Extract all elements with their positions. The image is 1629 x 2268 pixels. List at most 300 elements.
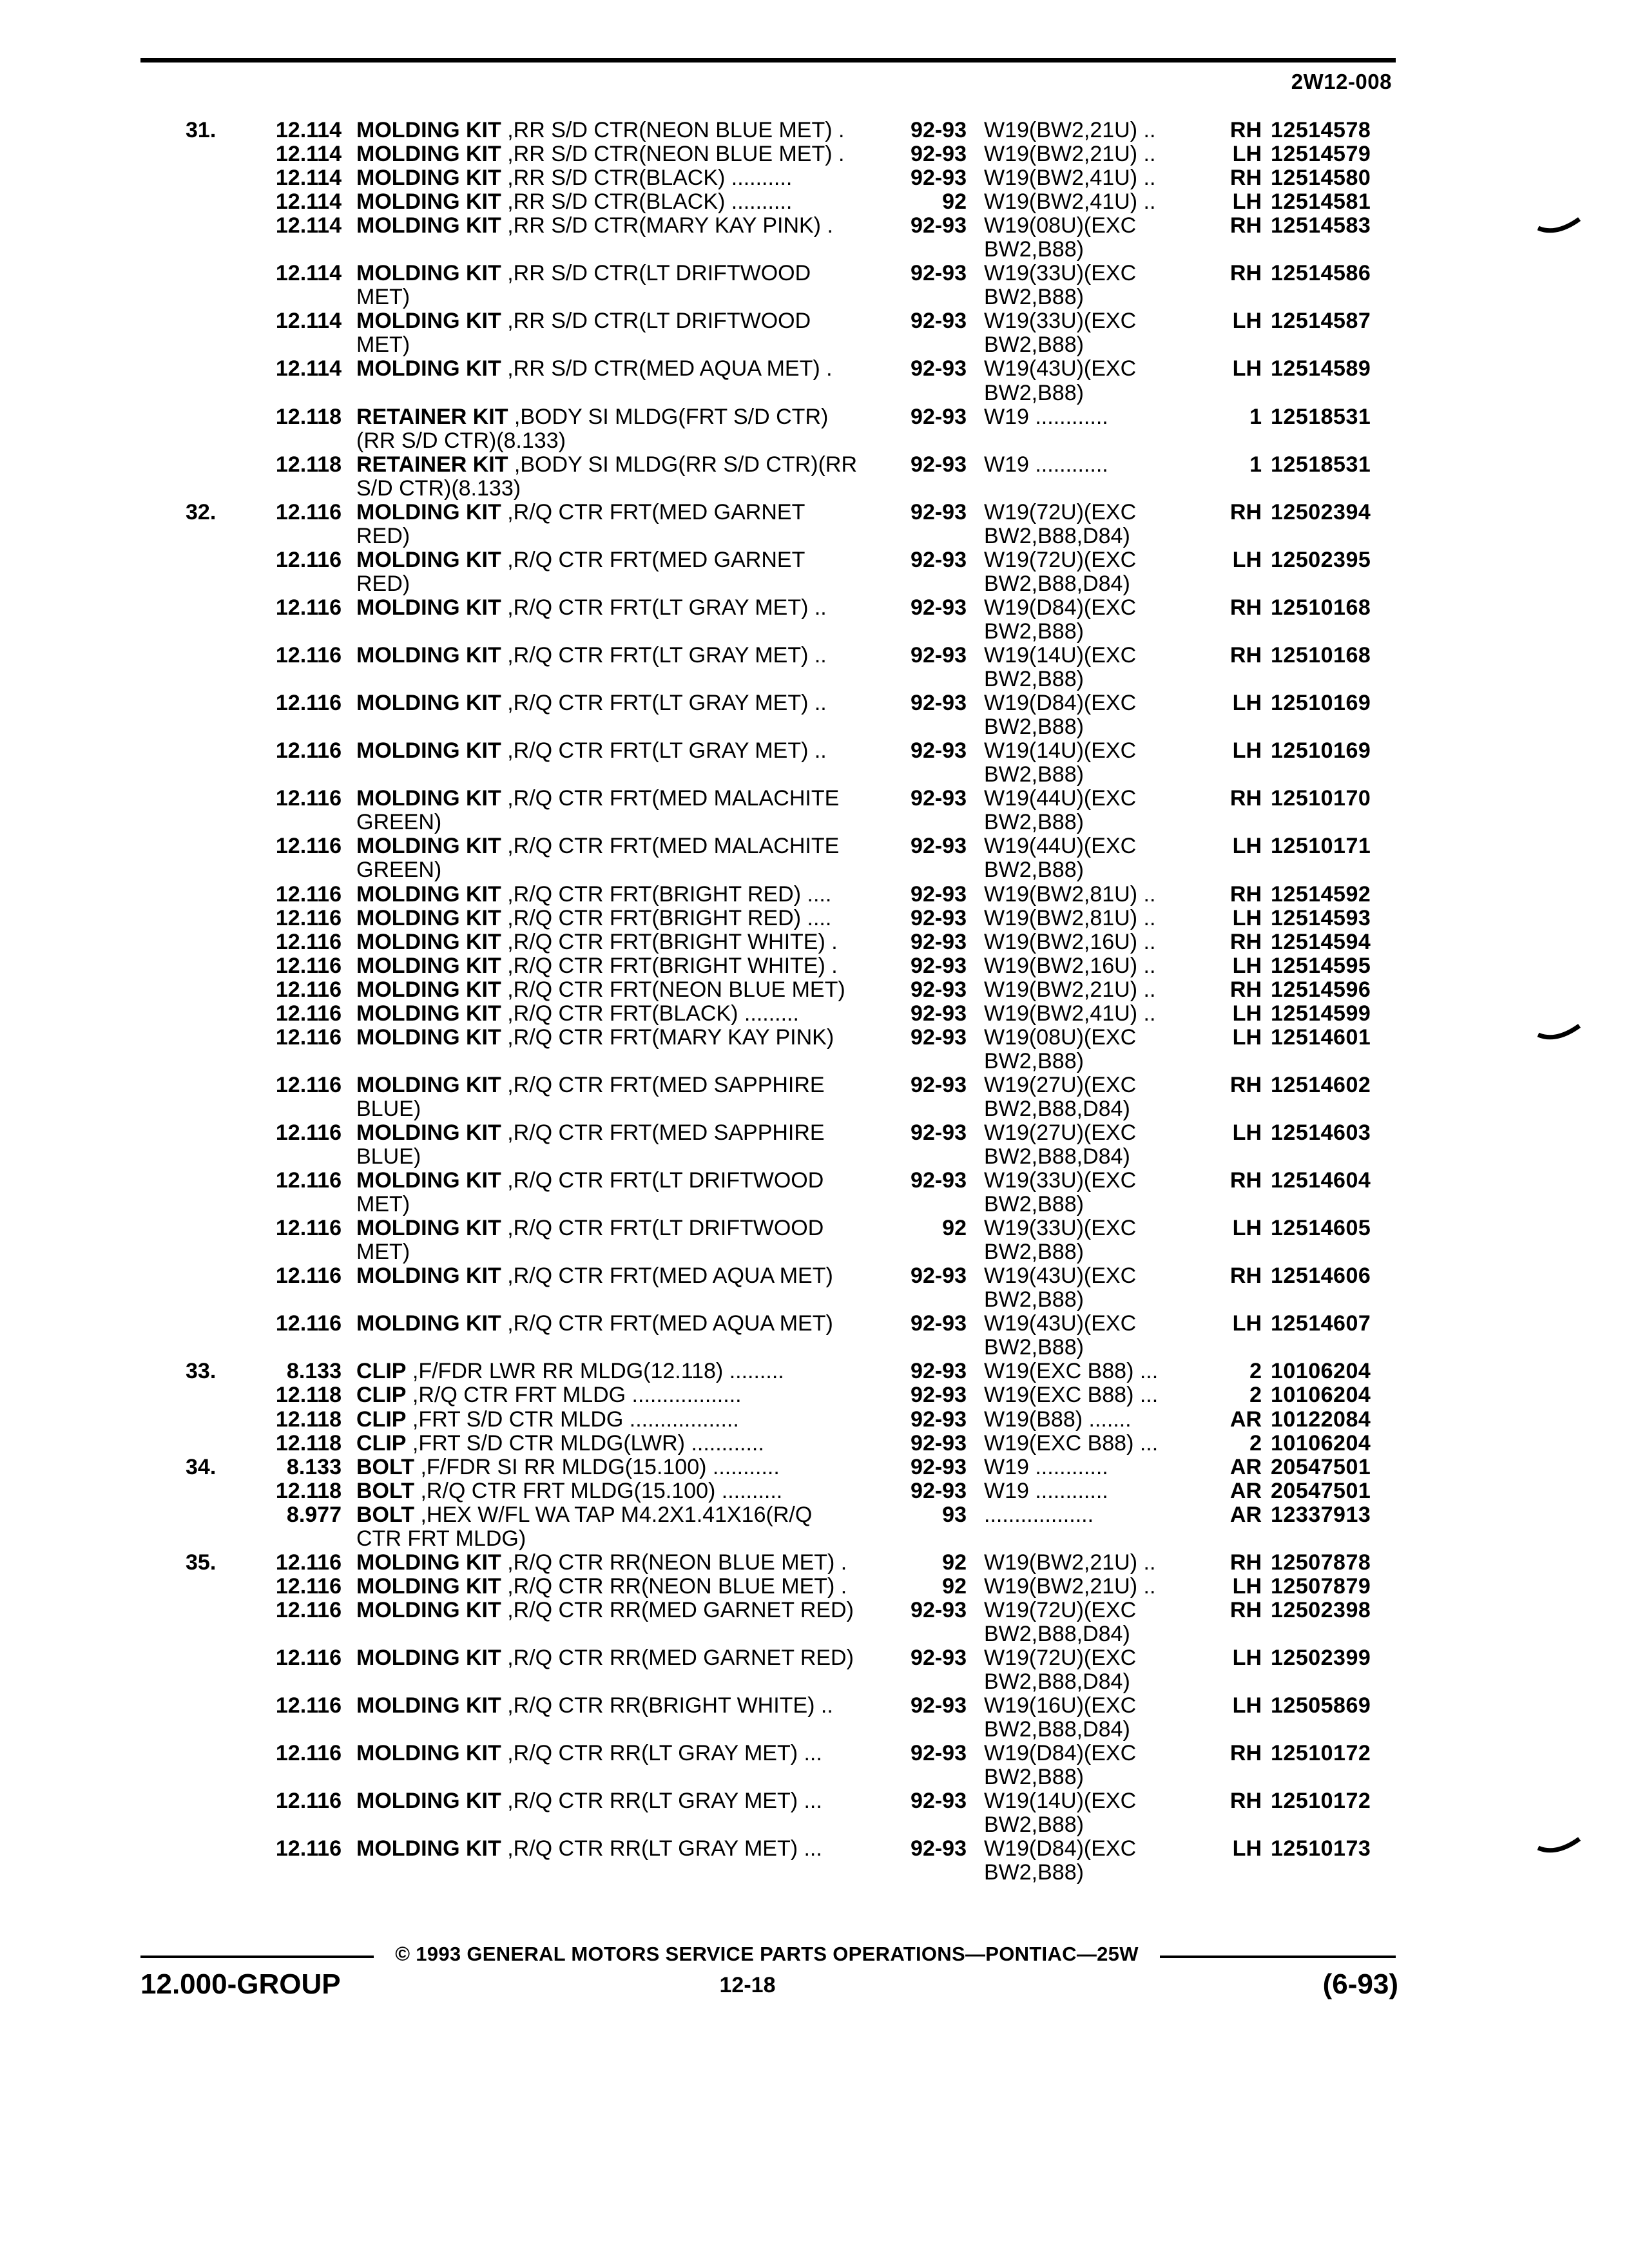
footer-page-number: 12-18 (719, 1973, 776, 1997)
application: BW2,B88) (984, 1049, 1084, 1073)
part-detail: ,R/Q CTR FRT(MED GARNET (501, 500, 805, 524)
part-detail: ,F/FDR SI RR MLDG(15.100) ........... (414, 1455, 780, 1479)
part-name: MOLDING KIT (356, 1550, 501, 1575)
model-years: 92 (942, 1573, 967, 1599)
part-name: MOLDING KIT (356, 1742, 501, 1766)
application: W19(D84)(EXC (984, 595, 1137, 620)
table-row (0, 405, 1629, 429)
ref-number: 31. (186, 118, 217, 142)
group-number: 12.116 (275, 1573, 342, 1599)
description (356, 1216, 904, 1240)
part-name: MOLDING KIT (356, 1025, 501, 1050)
part-detail: MET) (356, 1240, 410, 1265)
model-years: 92-93 (911, 166, 967, 191)
part-name: MOLDING KIT (356, 1789, 501, 1814)
part-number: 12510169 (1271, 691, 1371, 716)
application: W19(72U)(EXC (984, 500, 1137, 524)
part-detail: ,R/Q CTR FRT MLDG(15.100) .......... (414, 1479, 783, 1503)
model-years: 92-93 (911, 929, 967, 954)
part-detail: ,RR S/D CTR(MARY KAY PINK) . (501, 214, 833, 238)
group-number: 12.116 (275, 881, 342, 907)
part-name: CLIP (356, 1360, 407, 1384)
table-row (0, 524, 1629, 548)
description (356, 1383, 904, 1407)
table-row (0, 142, 1629, 166)
application: BW2,B88) (984, 763, 1084, 787)
part-name: MOLDING KIT (356, 1837, 501, 1861)
description (356, 596, 904, 620)
group-number: 12.116 (275, 953, 342, 978)
check-mark-icon (1537, 1836, 1582, 1854)
model-years: 92-93 (911, 452, 967, 477)
group-number: 12.114 (275, 166, 342, 191)
part-detail: ,R/Q CTR FRT(BRIGHT WHITE) . (501, 930, 838, 954)
application: W19(EXC B88) ... (984, 1383, 1159, 1408)
application: W19(BW2,21U) .. (984, 1574, 1156, 1599)
group-number: 12.116 (275, 929, 342, 954)
application: W19(33U)(EXC (984, 262, 1137, 286)
part-detail: ,R/Q CTR FRT(BRIGHT RED) .... (501, 882, 832, 907)
description (356, 907, 904, 930)
description (356, 644, 904, 668)
part-number: 12514589 (1271, 356, 1371, 381)
model-years: 92-93 (911, 261, 967, 286)
part-number: 12510169 (1271, 738, 1371, 764)
group-number: 12.116 (275, 738, 342, 764)
description (356, 1742, 904, 1765)
description (356, 954, 904, 978)
application: BW2,B88,D84) (984, 572, 1130, 596)
description (356, 285, 904, 309)
model-years: 92-93 (911, 1311, 967, 1336)
description (356, 1193, 904, 1216)
application: W19(EXC B88) ... (984, 1431, 1159, 1456)
description (356, 190, 904, 214)
table-row (0, 858, 1629, 882)
group-number: 12.116 (275, 499, 342, 524)
table-row (0, 883, 1629, 907)
table-row (0, 309, 1629, 333)
table-row (0, 429, 1629, 453)
application: W19(BW2,41U) .. (984, 1001, 1156, 1026)
application: W19(14U)(EXC (984, 739, 1137, 764)
model-years: 92-93 (911, 1120, 967, 1145)
part-detail: ,FRT S/D CTR MLDG(LWR) ............ (406, 1431, 764, 1456)
part-detail: ,R/Q CTR FRT(MED AQUA MET) (501, 1264, 833, 1289)
application: W19(D84)(EXC (984, 1742, 1137, 1766)
part-number: 12514580 (1271, 166, 1371, 191)
description (356, 1408, 904, 1432)
part-number: 12510168 (1271, 643, 1371, 668)
part-name: RETAINER KIT (356, 405, 508, 429)
group-number: 12.116 (275, 643, 342, 668)
table-row (0, 787, 1629, 811)
table-row (0, 190, 1629, 214)
description (356, 787, 904, 811)
description (356, 1551, 904, 1575)
table-row (0, 1002, 1629, 1026)
table-row (0, 166, 1629, 190)
application: W19(BW2,21U) .. (984, 1550, 1156, 1575)
part-number: 12507879 (1271, 1573, 1371, 1599)
part-number: 10106204 (1271, 1430, 1371, 1456)
part-number: 12514586 (1271, 261, 1371, 286)
application: W19(33U)(EXC (984, 1169, 1137, 1193)
application: W19(BW2,16U) .. (984, 930, 1156, 954)
quantity: LH (1232, 309, 1262, 334)
group-number: 12.114 (275, 309, 342, 334)
part-number: 12514587 (1271, 309, 1371, 334)
application: BW2,B88) (984, 1813, 1084, 1838)
group-number: 12.116 (275, 1550, 342, 1575)
group-number: 12.116 (275, 977, 342, 1002)
application: W19(43U)(EXC (984, 1264, 1137, 1289)
part-number: 12505869 (1271, 1693, 1371, 1718)
part-number: 10106204 (1271, 1383, 1371, 1408)
part-detail: ,R/Q CTR FRT(LT GRAY MET) .. (501, 739, 827, 764)
part-name: MOLDING KIT (356, 1169, 501, 1193)
group-number: 12.114 (275, 356, 342, 381)
table-row (0, 596, 1629, 620)
group-number: 12.116 (275, 905, 342, 930)
page-code: 2W12-008 (1291, 70, 1392, 93)
table-row (0, 1694, 1629, 1718)
model-years: 92-93 (911, 309, 967, 334)
part-number: 12514603 (1271, 1120, 1371, 1145)
quantity: RH (1229, 1597, 1262, 1622)
part-detail: ,R/Q CTR FRT(BLACK) ......... (501, 1001, 799, 1026)
quantity: LH (1232, 189, 1262, 215)
description (356, 333, 904, 357)
table-row (0, 1456, 1629, 1479)
part-detail: ,R/Q CTR RR(MED GARNET RED) (501, 1646, 854, 1670)
part-name: MOLDING KIT (356, 166, 501, 191)
table-row (0, 1861, 1629, 1885)
model-years: 92-93 (911, 834, 967, 859)
group-number: 12.116 (275, 834, 342, 859)
group-number: 12.116 (275, 547, 342, 572)
part-name: MOLDING KIT (356, 930, 501, 954)
part-name: MOLDING KIT (356, 1120, 501, 1145)
part-detail: ,RR S/D CTR(BLACK) .......... (501, 166, 793, 191)
application: W19(16U)(EXC (984, 1694, 1137, 1718)
group-number: 12.116 (275, 1741, 342, 1766)
quantity: RH (1229, 977, 1262, 1002)
application: W19(B88) ....... (984, 1407, 1132, 1432)
part-name: MOLDING KIT (356, 1574, 501, 1599)
model-years: 92-93 (911, 1383, 967, 1408)
application: W19(BW2,81U) .. (984, 906, 1156, 930)
part-detail: ,RR S/D CTR(LT DRIFTWOOD (501, 309, 811, 334)
description (356, 1145, 904, 1169)
parts-list (0, 119, 1629, 1885)
quantity: LH (1232, 1693, 1262, 1718)
application: W19(43U)(EXC (984, 1312, 1137, 1336)
part-name: MOLDING KIT (356, 1598, 501, 1622)
part-detail: ,HEX W/FL WA TAP M4.2X1.41X16(R/Q (414, 1503, 813, 1527)
model-years: 92-93 (911, 905, 967, 930)
description (356, 429, 904, 453)
table-row (0, 1169, 1629, 1193)
model-years: 92-93 (911, 1836, 967, 1861)
table-row (0, 1551, 1629, 1575)
part-detail: ,RR S/D CTR(NEON BLUE MET) . (501, 119, 845, 142)
table-row (0, 333, 1629, 357)
table-row (0, 453, 1629, 477)
part-number: 12514607 (1271, 1311, 1371, 1336)
model-years: 92-93 (911, 142, 967, 167)
table-row (0, 715, 1629, 739)
application: W19(27U)(EXC (984, 1120, 1137, 1145)
model-years: 92-93 (911, 1597, 967, 1622)
quantity: LH (1232, 905, 1262, 930)
part-name: CLIP (356, 1407, 407, 1432)
ref-number: 35. (186, 1550, 217, 1575)
table-row (0, 1622, 1629, 1646)
table-row (0, 119, 1629, 142)
part-name: MOLDING KIT (356, 954, 501, 978)
table-row (0, 1288, 1629, 1312)
footer-rule-right (1160, 1956, 1396, 1958)
part-name: MOLDING KIT (356, 309, 501, 334)
group-number: 12.116 (275, 1072, 342, 1097)
part-number: 12510172 (1271, 1741, 1371, 1766)
part-detail: ,R/Q CTR RR(MED GARNET RED) (501, 1598, 854, 1622)
model-years: 92-93 (911, 595, 967, 620)
quantity: LH (1232, 1646, 1262, 1670)
quantity: 2 (1249, 1383, 1262, 1408)
application: W19(D84)(EXC (984, 1837, 1137, 1861)
table-row (0, 1837, 1629, 1861)
model-years: 92-93 (911, 547, 967, 572)
part-number: 12514594 (1271, 929, 1371, 954)
part-detail: ,R/Q CTR RR(LT GRAY MET) ... (501, 1789, 822, 1814)
table-row (0, 1145, 1629, 1169)
description (356, 1646, 904, 1670)
model-years: 92-93 (911, 404, 967, 429)
part-number: 12514605 (1271, 1216, 1371, 1241)
application: BW2,B88,D84) (984, 1145, 1130, 1169)
description (356, 1694, 904, 1718)
model-years: 92-93 (911, 356, 967, 381)
part-detail: CTR FRT MLDG) (356, 1526, 526, 1551)
quantity: 2 (1249, 1359, 1262, 1384)
table-row (0, 954, 1629, 978)
part-name: MOLDING KIT (356, 834, 501, 859)
part-name: MOLDING KIT (356, 1073, 501, 1097)
application: W19(27U)(EXC (984, 1073, 1137, 1097)
application: BW2,B88) (984, 1240, 1084, 1265)
part-name: MOLDING KIT (356, 214, 501, 238)
part-number: 12514593 (1271, 905, 1371, 930)
group-number: 12.116 (275, 1789, 342, 1814)
description (356, 1360, 904, 1383)
part-detail: ,R/Q CTR FRT(LT DRIFTWOOD (501, 1216, 824, 1241)
description (356, 1097, 904, 1121)
group-number: 12.114 (275, 142, 342, 167)
part-detail: ,RR S/D CTR(BLACK) .......... (501, 190, 793, 215)
part-detail: RED) (356, 524, 410, 548)
table-row (0, 1121, 1629, 1145)
part-number: 12514579 (1271, 142, 1371, 167)
part-number: 12514595 (1271, 953, 1371, 978)
table-row (0, 930, 1629, 954)
group-number: 12.116 (275, 1311, 342, 1336)
part-name: CLIP (356, 1383, 407, 1408)
group-number: 12.116 (275, 1001, 342, 1026)
model-years: 92-93 (911, 118, 967, 142)
part-detail: ,R/Q CTR FRT(MED GARNET (501, 548, 805, 572)
description (356, 1527, 904, 1551)
part-number: 12514601 (1271, 1024, 1371, 1050)
part-name: MOLDING KIT (356, 548, 501, 572)
quantity: RH (1229, 499, 1262, 524)
part-number: 12510171 (1271, 834, 1371, 859)
group-number: 12.116 (275, 1836, 342, 1861)
part-number: 12514604 (1271, 1168, 1371, 1193)
table-row (0, 477, 1629, 501)
table-row (0, 1026, 1629, 1050)
part-detail: MET) (356, 1193, 410, 1217)
part-number: 12502399 (1271, 1646, 1371, 1670)
application: W19(BW2,16U) .. (984, 954, 1156, 978)
description (356, 1789, 904, 1813)
part-detail: ,RR S/D CTR(NEON BLUE MET) . (501, 142, 845, 167)
model-years: 92-93 (911, 786, 967, 811)
application: W19(44U)(EXC (984, 787, 1137, 811)
quantity: LH (1232, 356, 1262, 381)
part-detail: ,FRT S/D CTR MLDG .................. (406, 1407, 739, 1432)
quantity: LH (1232, 1573, 1262, 1599)
application: W19(EXC B88) ... (984, 1360, 1159, 1384)
part-number: 12502394 (1271, 499, 1371, 524)
part-number: 12514581 (1271, 189, 1371, 215)
quantity: 2 (1249, 1430, 1262, 1456)
quantity: AR (1229, 1502, 1262, 1527)
application: BW2,B88) (984, 238, 1084, 262)
table-row (0, 357, 1629, 381)
model-years: 92-93 (911, 1264, 967, 1289)
part-name: MOLDING KIT (356, 119, 501, 142)
part-name: MOLDING KIT (356, 787, 501, 811)
description (356, 1073, 904, 1097)
group-number: 12.114 (275, 189, 342, 215)
quantity: LH (1232, 1216, 1262, 1241)
part-number: 12514596 (1271, 977, 1371, 1002)
table-row (0, 1193, 1629, 1216)
model-years: 92-93 (911, 977, 967, 1002)
description (356, 858, 904, 882)
application: BW2,B88,D84) (984, 1622, 1130, 1646)
model-years: 92-93 (911, 1454, 967, 1479)
part-detail: ,RR S/D CTR(LT DRIFTWOOD (501, 262, 811, 286)
part-detail: (RR S/D CTR)(8.133) (356, 428, 566, 453)
description (356, 1264, 904, 1288)
table-row (0, 214, 1629, 238)
description (356, 1432, 904, 1456)
description (356, 883, 904, 907)
part-detail: ,R/Q CTR RR(BRIGHT WHITE) .. (501, 1694, 833, 1718)
description (356, 453, 904, 477)
part-detail: ,R/Q CTR RR(NEON BLUE MET) . (501, 1550, 847, 1575)
table-row (0, 978, 1629, 1002)
application: BW2,B88) (984, 381, 1084, 405)
group-number: 12.116 (275, 1024, 342, 1050)
application: BW2,B88) (984, 1336, 1084, 1360)
description (356, 930, 904, 954)
application: BW2,B88,D84) (984, 1718, 1130, 1742)
part-number: 12502398 (1271, 1597, 1371, 1622)
description (356, 1599, 904, 1622)
table-row (0, 381, 1629, 405)
part-name: MOLDING KIT (356, 1264, 501, 1289)
model-years: 92-93 (911, 1001, 967, 1026)
ref-number: 34. (186, 1454, 217, 1479)
part-detail: GREEN) (356, 858, 442, 883)
footer-date-code: (6-93) (1322, 1968, 1398, 2000)
part-detail: ,F/FDR LWR RR MLDG(12.118) ......... (406, 1360, 784, 1384)
application: W19(BW2,21U) .. (984, 119, 1156, 142)
part-name: MOLDING KIT (356, 739, 501, 764)
table-row (0, 1264, 1629, 1288)
description (356, 1479, 904, 1503)
part-name: MOLDING KIT (356, 1694, 501, 1718)
quantity: RH (1229, 595, 1262, 620)
application: W19(D84)(EXC (984, 691, 1137, 716)
header-rule (140, 58, 1396, 62)
part-detail: ,R/Q CTR FRT(MED AQUA MET) (501, 1312, 833, 1336)
description (356, 309, 904, 333)
part-number: 12510173 (1271, 1836, 1371, 1861)
model-years: 92-93 (911, 1789, 967, 1814)
description (356, 1456, 904, 1479)
model-years: 92-93 (911, 499, 967, 524)
table-row (0, 572, 1629, 596)
part-name: MOLDING KIT (356, 1312, 501, 1336)
part-detail: BLUE) (356, 1097, 421, 1121)
part-name: MOLDING KIT (356, 1646, 501, 1670)
application: BW2,B88,D84) (984, 1670, 1130, 1695)
quantity: LH (1232, 953, 1262, 978)
part-name: BOLT (356, 1455, 415, 1479)
part-name: MOLDING KIT (356, 357, 501, 381)
model-years: 92-93 (911, 213, 967, 238)
application: BW2,B88) (984, 1861, 1084, 1885)
application: W19(BW2,21U) .. (984, 142, 1156, 167)
table-row (0, 1742, 1629, 1765)
application: BW2,B88) (984, 285, 1084, 310)
application: W19 ............ (984, 1479, 1108, 1503)
quantity: RH (1229, 786, 1262, 811)
part-number: 12514599 (1271, 1001, 1371, 1026)
description (356, 166, 904, 190)
quantity: RH (1229, 166, 1262, 191)
quantity: LH (1232, 1836, 1262, 1861)
application: W19(43U)(EXC (984, 357, 1137, 381)
quantity: AR (1229, 1478, 1262, 1503)
table-row (0, 1646, 1629, 1670)
table-row (0, 668, 1629, 691)
description (356, 119, 904, 142)
quantity: 1 (1249, 404, 1262, 429)
application: BW2,B88) (984, 1193, 1084, 1217)
part-name: BOLT (356, 1479, 415, 1503)
part-number: 12510168 (1271, 595, 1371, 620)
description (356, 691, 904, 715)
application: BW2,B88) (984, 333, 1084, 358)
group-number: 12.116 (275, 1264, 342, 1289)
part-detail: RED) (356, 572, 410, 596)
